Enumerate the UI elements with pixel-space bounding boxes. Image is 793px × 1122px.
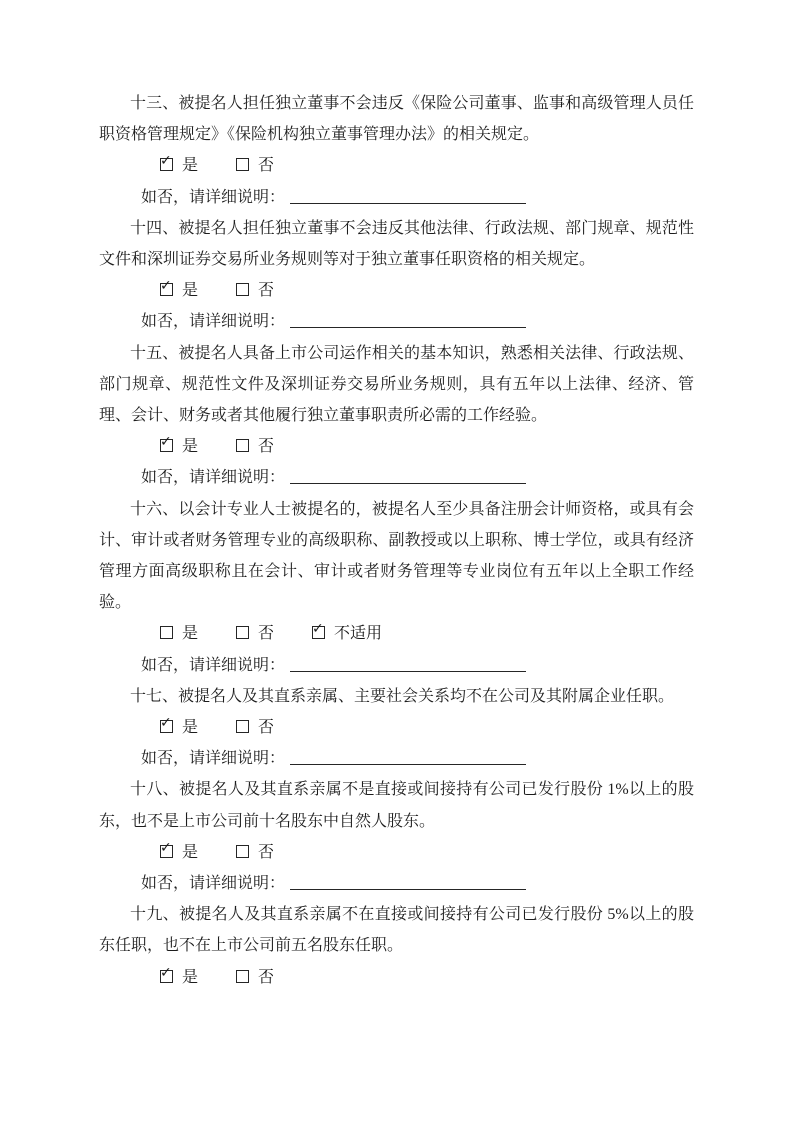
checkbox-no-icon[interactable] [236,626,249,639]
item-14-followup [99,306,694,337]
item-13-followup [99,182,694,213]
option-no [236,844,274,861]
option-not-applicable-label: 不适用 [334,625,383,643]
explanation-label: 如否，请详细说明： [141,875,286,893]
item-13 [99,88,694,213]
explanation-blank-line[interactable] [290,887,526,890]
option-no [236,157,274,174]
option-no [236,625,274,642]
option-yes-label: 是 [182,968,199,986]
option-yes [160,157,198,174]
option-yes [160,625,198,642]
item-15-text: 十五、被提名人具备上市公司运作相关的基本知识，熟悉相关法律、行政法规、部门规章、规范性文件及深圳证券交易所业务规则，具有五年以上法律、经济、管理、会计、财务或者其他履行独立董事职责所必需的工作经验。 [99,344,694,425]
item-15 [99,338,694,494]
item-14 [99,213,694,338]
checkbox-yes-icon[interactable] [160,626,173,639]
item-16-text: 十六、以会计专业人士被提名的，被提名人至少具备注册会计师资格，或具有会计、审计或者财务管理专业的高级职称、副教授或以上职称、博士学位，或具有经济管理方面高级职称且在会计、审计或者财务管理等专业岗位有五年以上全职工作经验。 [99,500,694,612]
option-no-label: 否 [258,968,275,986]
item-19 [99,899,694,993]
item-17-text: 十七、被提名人及其直系亲属、主要社会关系均不在公司及其附属企业任职。 [130,687,675,705]
checkbox-no-icon[interactable] [236,970,249,983]
checkbox-yes-icon[interactable] [160,970,173,983]
option-no-label: 否 [258,282,275,300]
option-yes [160,438,198,455]
option-no-label: 否 [258,843,275,861]
explanation-label: 如否，请详细说明： [141,656,286,674]
item-16-options [99,618,694,649]
option-no-label: 否 [258,438,275,456]
explanation-label: 如否，请详细说明： [141,750,286,768]
option-yes-label: 是 [182,625,199,643]
explanation-label: 如否，请详细说明： [141,469,286,487]
explanation-blank-line[interactable] [290,762,526,765]
item-15-options [99,431,694,462]
explanation-label: 如否，请详细说明： [141,313,286,331]
checkbox-yes-icon[interactable] [160,439,173,452]
item-19-text: 十九、被提名人及其直系亲属不在直接或间接持有公司已发行股份 5%以上的股东任职，也不在上市公司前五名股东任职。 [99,906,694,955]
item-19-options [99,962,694,993]
option-no-label: 否 [258,625,275,643]
item-16-followup [99,650,694,681]
item-16 [99,494,694,681]
option-no [236,719,274,736]
checkbox-no-icon[interactable] [236,158,249,171]
item-18-options [99,837,694,868]
explanation-blank-line[interactable] [290,669,526,672]
option-yes-label: 是 [182,719,199,737]
option-yes [160,719,198,736]
checkbox-yes-icon[interactable] [160,845,173,858]
item-17-options [99,712,694,743]
option-no-label: 否 [258,157,275,175]
explanation-label: 如否，请详细说明： [141,188,286,206]
item-14-options [99,275,694,306]
item-13-text: 十三、被提名人担任独立董事不会违反《保险公司董事、监事和高级管理人员任职资格管理规定》《保险机构独立董事管理办法》的相关规定。 [99,95,694,144]
option-no [236,438,274,455]
item-17-followup [99,743,694,774]
checkbox-not-applicable-icon[interactable] [312,626,325,639]
option-yes [160,844,198,861]
option-no [236,969,274,986]
item-13-options [99,150,694,181]
item-14-text: 十四、被提名人担任独立董事不会违反其他法律、行政法规、部门规章、规范性文件和深圳证券交易所业务规则等对于独立董事任职资格的相关规定。 [99,219,694,269]
option-yes-label: 是 [182,157,199,175]
explanation-blank-line[interactable] [290,325,526,328]
option-yes-label: 是 [182,843,199,861]
option-no [236,282,274,299]
option-not-applicable [312,625,382,642]
item-15-followup [99,462,694,493]
explanation-blank-line[interactable] [290,481,526,484]
checkbox-yes-icon[interactable] [160,158,173,171]
option-yes-label: 是 [182,282,199,300]
checkbox-no-icon[interactable] [236,845,249,858]
option-yes [160,282,198,299]
option-yes [160,969,198,986]
checkbox-no-icon[interactable] [236,439,249,452]
option-yes-label: 是 [182,438,199,456]
checkbox-yes-icon[interactable] [160,720,173,733]
option-no-label: 否 [258,719,275,737]
item-18 [99,774,694,899]
checkbox-yes-icon[interactable] [160,283,173,296]
explanation-blank-line[interactable] [290,201,526,204]
item-17 [99,681,694,775]
checkbox-no-icon[interactable] [236,283,249,296]
checkbox-no-icon[interactable] [236,720,249,733]
item-18-text: 十八、被提名人及其直系亲属不是直接或间接持有公司已发行股份 1%以上的股东，也不是上市公司前十名股东中自然人股东。 [99,781,694,830]
item-18-followup [99,868,694,899]
